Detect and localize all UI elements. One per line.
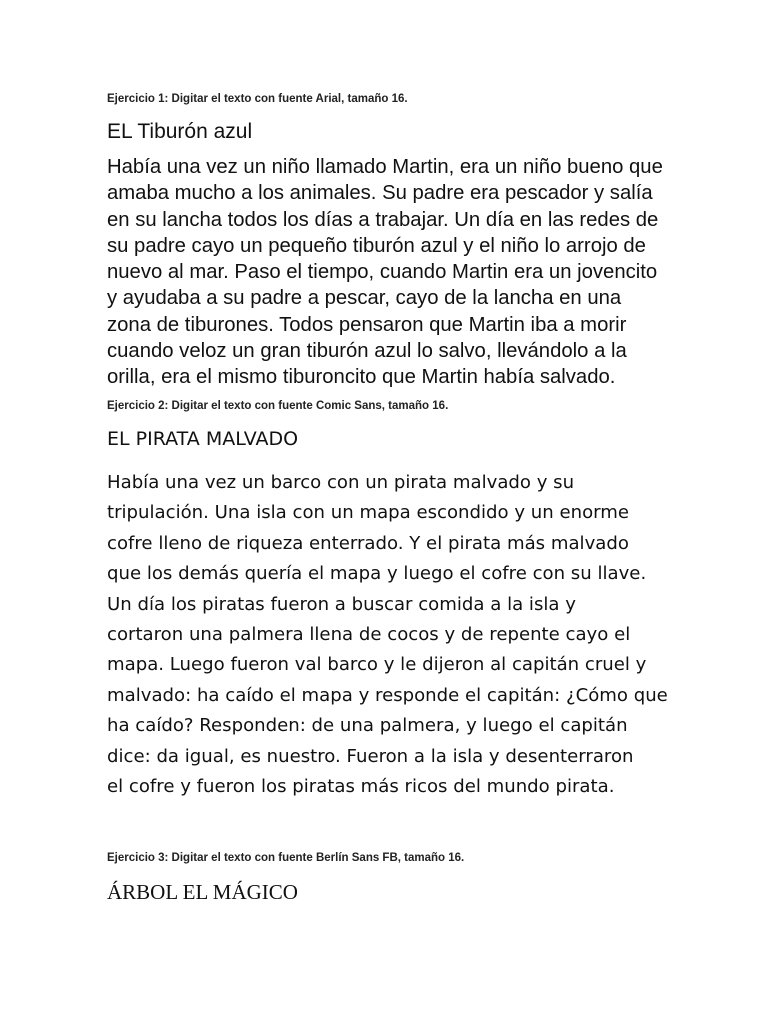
- exercise-1-line: y ayudaba a su padre a pescar, cayo de la lancha en una: [107, 287, 622, 310]
- exercise-1-label: Ejercicio 1: Digitar el texto con fuente Arial, tamaño 16.: [107, 93, 408, 105]
- exercise-1-line: orilla, era el mismo tiburoncito que Martin había salvado.: [107, 366, 616, 389]
- exercise-1-line: amaba mucho a los animales. Su padre era pescador y salía: [107, 182, 653, 205]
- exercise-2-line: dice: da igual, es nuestro. Fueron a la isla y desenterraron: [107, 745, 634, 767]
- exercise-2-line: Un día los piratas fueron a buscar comida a la isla y: [107, 593, 576, 615]
- exercise-1-line: en su lancha todos los días a trabajar. Un día en las redes de: [107, 208, 659, 231]
- exercise-2-line: ha caído? Responden: de una palmera, y luego el capitán: [107, 715, 628, 737]
- exercise-2-line: que los demás quería el mapa y luego el cofre con su llave.: [107, 563, 647, 585]
- exercise-2-line: mapa. Luego fueron val barco y le dijeron al capitán cruel y: [107, 654, 647, 676]
- exercise-1-body: [107, 154, 667, 391]
- exercise-2-line: el cofre y fueron los piratas más ricos del mundo pirata.: [107, 776, 615, 798]
- exercise-3-title: ÁRBOL EL MÁGICO: [107, 880, 298, 904]
- exercise-1-line: cuando veloz un gran tiburón azul lo salvo, llevándolo a la: [107, 340, 627, 363]
- exercise-2-line: tripulación. Una isla con un mapa escondido y un enorme: [107, 502, 630, 524]
- exercise-2-line: malvado: ha caído el mapa y responde el capitán: ¿Cómo que: [107, 684, 668, 706]
- exercise-2-line: Había una vez un barco con un pirata malvado y su: [107, 472, 575, 493]
- exercise-1-line: su padre cayo un pequeño tiburón azul y el niño lo arrojo de: [107, 234, 646, 257]
- exercise-1-title: EL Tiburón azul: [107, 120, 253, 143]
- exercise-1-line: nuevo al mar. Paso el tiempo, cuando Martin era un jovencito: [107, 261, 658, 284]
- exercise-2-body: [107, 468, 667, 802]
- exercise-3-label: Ejercicio 3: Digitar el texto con fuente Berlín Sans FB, tamaño 16.: [107, 852, 465, 864]
- exercise-2-label: Ejercicio 2: Digitar el texto con fuente Comic Sans, tamaño 16.: [107, 400, 449, 412]
- exercise-2-title: EL PIRATA MALVADO: [107, 428, 299, 450]
- exercise-2-line: cortaron una palmera llena de cocos y de repente cayo el: [107, 624, 631, 646]
- exercise-2-line: cofre lleno de riqueza enterrado. Y el pirata más malvado: [107, 532, 629, 554]
- exercise-1-line: zona de tiburones. Todos pensaron que Martin iba a morir: [107, 313, 627, 336]
- exercise-1-line: Había una vez un niño llamado Martin, era un niño bueno que: [107, 156, 663, 178]
